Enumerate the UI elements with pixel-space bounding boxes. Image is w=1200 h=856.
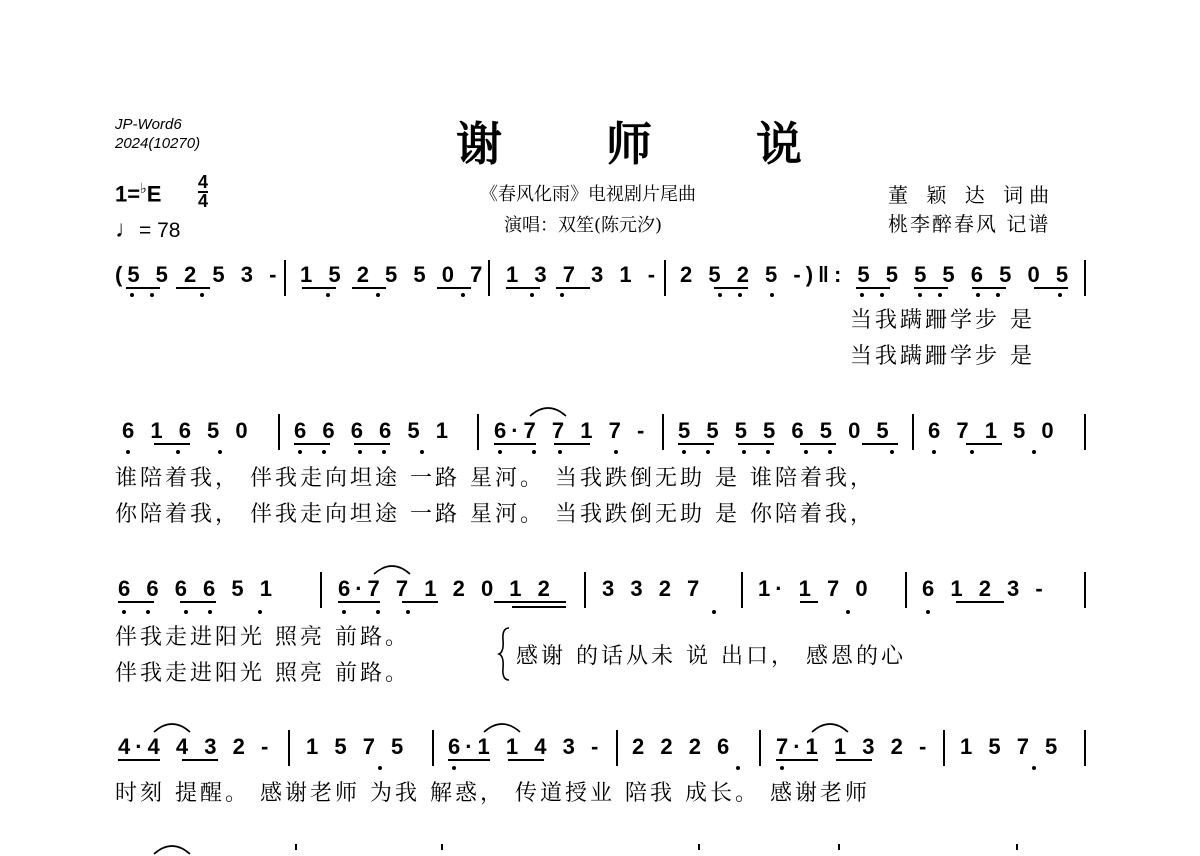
octave-dot [200,293,204,297]
barline [1084,572,1086,608]
octave-dot [846,610,850,614]
octave-dot [184,610,188,614]
octave-dot [970,450,974,454]
octave-dot [736,766,740,770]
eighth-beam [1034,287,1068,289]
eighth-beam [302,287,336,289]
slur [152,720,192,734]
lyric-verse-1: 伴我走进阳光 照亮 前路。 [115,625,410,650]
lyric-shared: 感谢 的话从未 说 出口， 感恩的心 [516,644,906,669]
barline [441,844,443,850]
measure: 6 7 1 5 0 [928,418,1059,443]
measure: 1 5 7 5 [960,734,1063,759]
octave-dot [682,450,686,454]
slur [372,562,412,576]
slur [810,720,850,734]
measure: 1 5 2 5 5 0 7 [300,262,488,287]
barline [1084,414,1086,450]
barline [432,730,434,766]
octave-dot [326,293,330,297]
barline [288,730,290,766]
octave-dot [150,293,154,297]
lyric-verse-2: 伴我走进阳光 照亮 前路。 [115,661,410,686]
song-title: 谢 师 说 [456,117,847,171]
time-bottom: 4 [198,191,209,211]
barline [741,572,743,608]
eighth-beam [180,601,216,603]
octave-dot [918,293,922,297]
measure: 6 1 6 5 0 [122,418,253,443]
eighth-beam [448,759,490,761]
slur [528,404,568,418]
eighth-beam [714,287,748,289]
eighth-beam [494,443,536,445]
eighth-beam [800,601,818,603]
measure: 1 5 7 5 [306,734,409,759]
measure: 5 5 5 5 6 5 0 5 [678,418,894,443]
lyricist-composer: 董 颖 达 词曲 [888,183,1056,207]
barline [664,260,666,296]
octave-dot [218,450,222,454]
barline [320,572,322,608]
tempo-marking [115,216,180,244]
time-signature [198,174,208,209]
barline [759,730,761,766]
singer: 演唱：双笙(陈元汐) [504,215,663,236]
octave-dot [406,610,410,614]
octave-dot [258,610,262,614]
eighth-beam [966,443,1002,445]
brace-icon [498,626,512,682]
measure: 2 2 2 6 [632,734,735,759]
octave-dot [1058,293,1062,297]
sixteenth-beam [512,606,566,608]
measure: 4·4 4 3 2 - [118,734,274,759]
barline [616,730,618,766]
barline [943,730,945,766]
octave-dot [130,293,134,297]
eighth-beam [914,287,948,289]
octave-dot [461,293,465,297]
time-top: 4 [198,172,209,192]
measure: 6 6 6 6 5 1 [294,418,453,443]
octave-dot [560,293,564,297]
octave-dot [382,450,386,454]
quarter-note-icon: ♩ [115,216,139,243]
barline [278,414,280,450]
octave-dot [376,293,380,297]
version-label: 2024(10270) [115,135,201,152]
octave-dot [938,293,942,297]
octave-dot [712,610,716,614]
lyric-verse-1: 当我蹒跚学步 是 [850,308,1035,333]
octave-dot [890,450,894,454]
measure: 2 5 2 5 -) [680,262,819,287]
barline [698,844,700,850]
eighth-beam [182,759,218,761]
octave-dot [558,450,562,454]
eighth-beam [118,759,160,761]
barline [905,572,907,608]
octave-dot [614,450,618,454]
lyric-verse-2: 你陪着我， 伴我走向坦途 一路 星河。 当我跌倒无助 是 你陪着我， [115,502,875,527]
octave-dot [1032,766,1036,770]
octave-dot [342,610,346,614]
octave-dot [376,610,380,614]
octave-dot [420,450,424,454]
barline [295,844,297,850]
eighth-beam [338,601,380,603]
measure: ‖: 5 5 5 5 6 5 0 5 [818,262,1074,287]
octave-dot [176,450,180,454]
measure: 6 6 6 6 5 1 [118,576,277,601]
octave-dot [996,293,1000,297]
eighth-beam [776,759,818,761]
key-signature [115,180,161,207]
barline [912,414,914,450]
measure: 6 1 2 3 - [922,576,1048,601]
measure: 6·7 7 1 2 0 1 2 [338,576,555,601]
barline [1084,260,1086,296]
eighth-beam [554,443,590,445]
eighth-beam [402,601,438,603]
eighth-beam [176,287,210,289]
octave-dot [452,766,456,770]
eighth-beam [437,287,471,289]
octave-dot [742,450,746,454]
octave-dot [530,293,534,297]
transcriber: 桃李醉春风 记谱 [888,212,1051,236]
octave-dot [378,766,382,770]
flat-icon: ♭ [140,180,147,196]
measure: 7·1 1 3 2 - [776,734,932,759]
eighth-beam [862,443,898,445]
key-prefix: 1= [115,181,141,207]
octave-dot [766,450,770,454]
measure: 6·1 1 4 3 - [448,734,604,759]
measure: 6·7 7 1 7 - [494,418,650,443]
octave-dot [298,450,302,454]
octave-dot [532,450,536,454]
lyric-verse-1: 谁陪着我， 伴我走向坦途 一路 星河。 当我跌倒无助 是 谁陪着我， [115,466,875,491]
octave-dot [706,450,710,454]
measure: 1· 1 7 0 [758,576,873,601]
octave-dot [122,610,126,614]
eighth-beam [506,287,540,289]
subtitle: 《春风化雨》电视剧片尾曲 [480,184,696,205]
octave-dot [1032,450,1036,454]
eighth-beam [494,601,566,603]
eighth-beam [972,287,1006,289]
octave-dot [146,610,150,614]
slur [152,842,192,856]
barline [584,572,586,608]
eighth-beam [294,443,330,445]
octave-dot [358,450,362,454]
barline [488,260,490,296]
barline [662,414,664,450]
octave-dot [880,293,884,297]
eighth-beam [126,287,160,289]
eighth-beam [556,287,590,289]
measure: (5 5 2 5 3 - [115,262,282,287]
barline [1084,730,1086,766]
lyric-verse-1: 时刻 提醒。 感谢老师 为我 解惑， 传道授业 陪我 成长。 感谢老师 [115,781,870,806]
eighth-beam [956,601,1004,603]
eighth-beam [836,759,872,761]
eighth-beam [352,287,386,289]
lyric-verse-2: 当我蹒跚学步 是 [850,344,1035,369]
eighth-beam [678,443,714,445]
octave-dot [498,450,502,454]
octave-dot [926,610,930,614]
octave-dot [208,610,212,614]
barline [1016,844,1018,850]
eighth-beam [856,287,890,289]
octave-dot [322,450,326,454]
eighth-beam [508,759,544,761]
barline [477,414,479,450]
octave-dot [126,450,130,454]
software-label: JP-Word6 [115,116,182,133]
octave-dot [738,293,742,297]
octave-dot [828,450,832,454]
octave-dot [860,293,864,297]
tempo-value: = 78 [139,219,181,242]
eighth-beam [118,601,154,603]
octave-dot [804,450,808,454]
barline [284,260,286,296]
octave-dot [780,766,784,770]
eighth-beam [154,443,190,445]
slur [482,720,522,734]
octave-dot [932,450,936,454]
octave-dot [770,293,774,297]
measure: 1 3 7 3 1 - [506,262,661,287]
octave-dot [976,293,980,297]
eighth-beam [738,443,774,445]
eighth-beam [354,443,390,445]
key-note: E [146,181,162,207]
measure: 3 3 2 7 [602,576,705,601]
barline [838,844,840,850]
eighth-beam [800,443,836,445]
octave-dot [718,293,722,297]
